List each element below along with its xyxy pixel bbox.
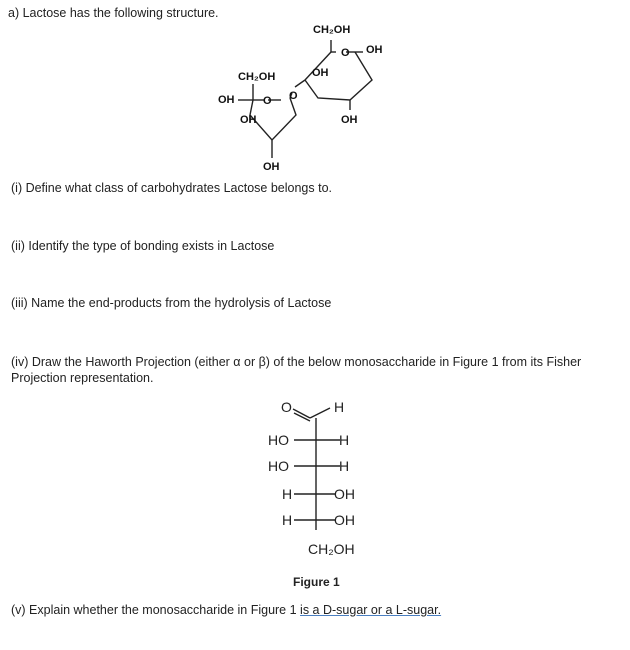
ring1-inner-oh: OH xyxy=(240,114,257,126)
fischer-bottom: CH₂OH xyxy=(308,541,355,557)
glycosidic-o: O xyxy=(289,90,298,102)
question-iv: (iv) Draw the Haworth Projection (either α or β) of the below monosaccharide in Figure 1 from its Fisher Projection representation. xyxy=(11,355,582,385)
fischer-row xyxy=(268,458,349,474)
question-i: (i) Define what class of carbohydrates Lactose belongs to. xyxy=(11,181,333,195)
ring1-ring-o: O xyxy=(263,95,272,107)
question-v-text: (v) Explain whether the monosaccharide in Figure 1 xyxy=(11,603,301,617)
ring2-ring-o: O xyxy=(341,47,350,59)
lactose-structure xyxy=(0,0,630,185)
fischer-projection xyxy=(230,390,430,590)
fischer-row-2-left: HO xyxy=(268,458,289,474)
fischer-row-3-left: H xyxy=(282,486,293,502)
fischer-row-2-right: H xyxy=(339,458,350,474)
fischer-row xyxy=(268,432,349,448)
fischer-row xyxy=(282,512,355,528)
fischer-row-4-right: OH xyxy=(334,512,355,528)
question-v xyxy=(11,603,441,617)
ring1-left-oh: OH xyxy=(218,94,235,106)
ring2-bottom-oh: OH xyxy=(341,114,358,126)
ring-2 xyxy=(305,24,383,126)
part-a-intro: a) Lactose has the following structure. xyxy=(8,6,219,20)
ring2-ch2oh: CH₂OH xyxy=(313,24,351,36)
fischer-top-h: H xyxy=(334,399,345,415)
figure-caption: Figure 1 xyxy=(293,575,340,589)
glycosidic-link xyxy=(289,80,305,102)
fischer-row xyxy=(282,486,355,502)
question-v-link[interactable]: is a D-sugar or a L-sugar. xyxy=(300,603,442,617)
fischer-top-o: O xyxy=(281,399,292,415)
fischer-row-1-right: H xyxy=(339,432,350,448)
ring2-inner-oh: OH xyxy=(312,67,329,79)
fischer-row-1-left: HO xyxy=(268,432,289,448)
ring-1 xyxy=(218,71,296,173)
ring1-ch2oh: CH₂OH xyxy=(238,71,276,83)
question-iii: (iii) Name the end-products from the hydrolysis of Lactose xyxy=(11,296,332,310)
ring2-right-oh: OH xyxy=(366,44,383,56)
fischer-row-4-left: H xyxy=(282,512,293,528)
ring1-bottom-oh: OH xyxy=(263,161,280,173)
fischer-row-3-right: OH xyxy=(334,486,355,502)
question-ii: (ii) Identify the type of bonding exists in Lactose xyxy=(11,239,275,253)
